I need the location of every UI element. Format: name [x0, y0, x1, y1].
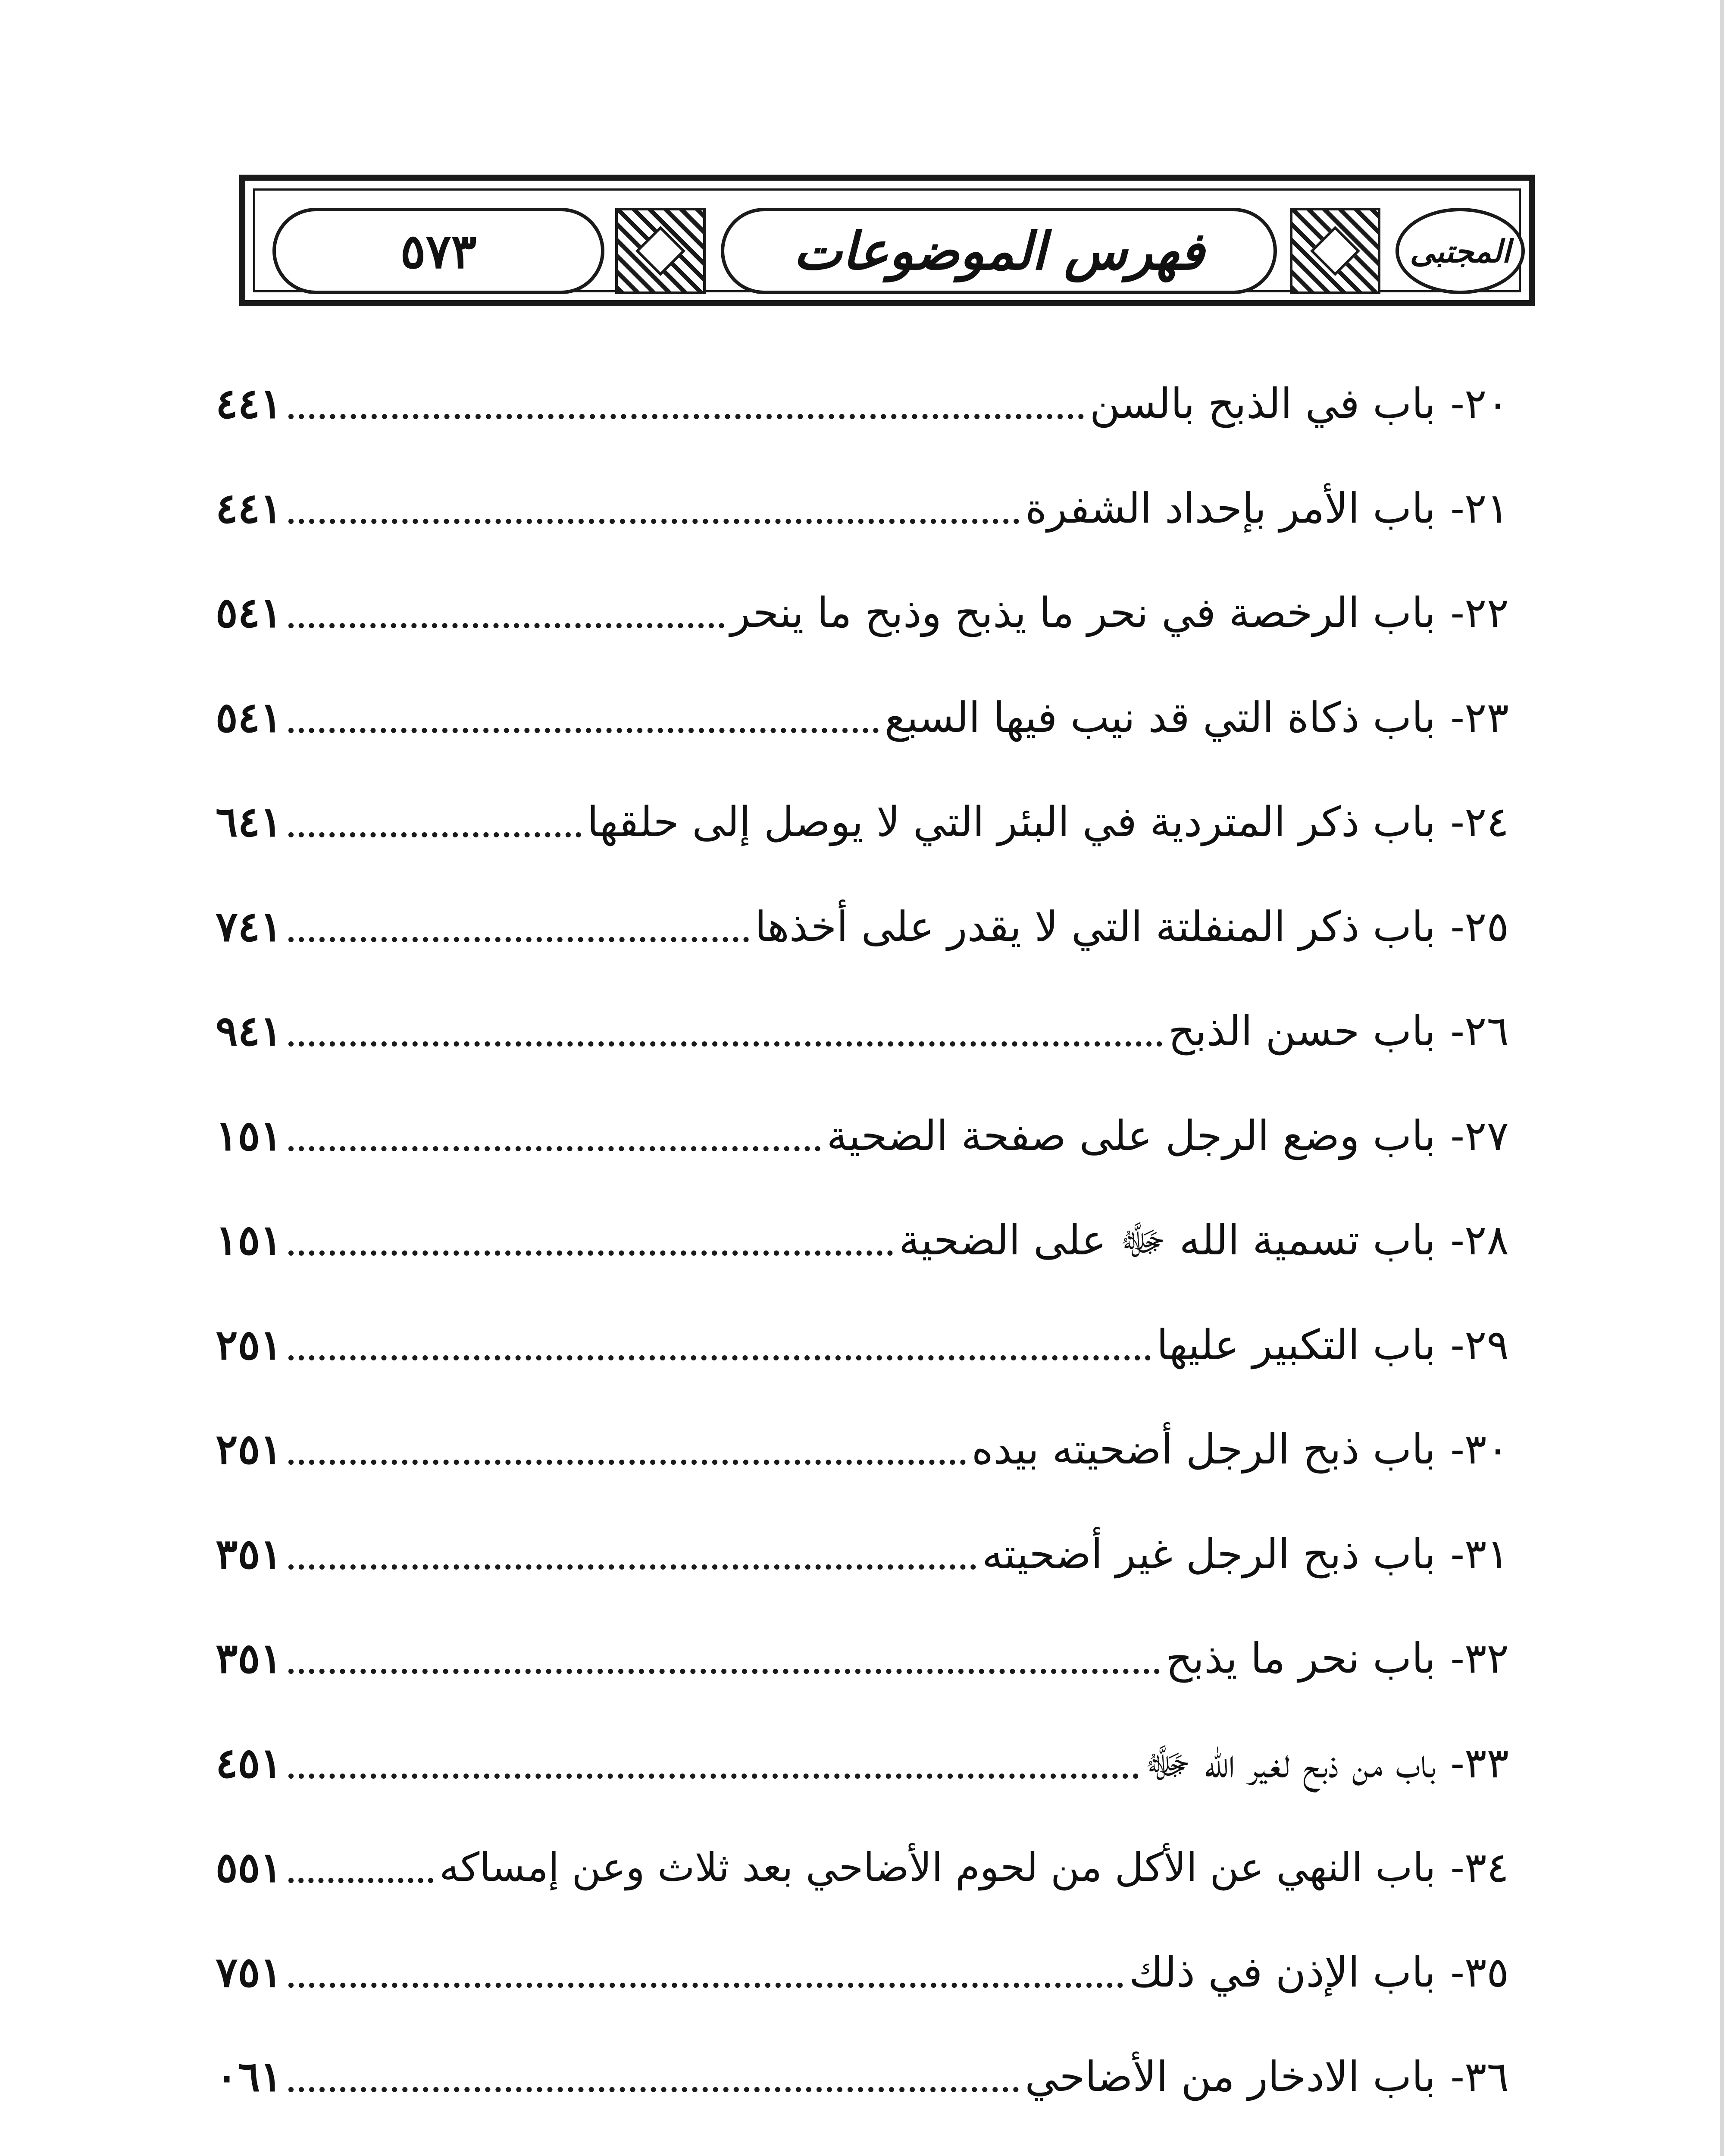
toc-entry	[216, 1293, 1509, 1398]
toc-leader-dots	[288, 1983, 1123, 1988]
toc-entry	[216, 351, 1509, 456]
toc-entry-number: ٢٥-	[1450, 902, 1509, 951]
toc-entry-number: ٢٠-	[1450, 379, 1509, 428]
toc-title: باب ذبح الرجل أضحيته بيده	[971, 1425, 1436, 1474]
page-number: ٥٧٣	[400, 223, 477, 279]
toc-title: باب نحر ما يذبح	[1166, 1634, 1436, 1683]
toc-leader-dots	[288, 1460, 966, 1465]
toc-leader-dots	[288, 1669, 1160, 1674]
toc-page-number: ١٤٤	[216, 379, 282, 428]
toc-leader-dots	[288, 728, 879, 733]
header-inner-frame	[253, 188, 1521, 292]
toc-title: باب تسمية الله ﷻ على الضحية	[899, 1216, 1436, 1265]
toc-entry	[216, 561, 1509, 665]
toc-entry	[216, 2129, 1509, 2156]
toc-leader-dots	[288, 1146, 821, 1151]
toc-page-number: ١٥٢	[216, 1425, 282, 1474]
toc-title: باب التكبير عليها	[1156, 1320, 1436, 1369]
toc-entry-number: ٢٨-	[1450, 1216, 1509, 1265]
toc-leader-dots	[288, 2087, 1019, 2092]
toc-title: باب من ذبح لغير الله ﷻ	[1144, 1739, 1436, 1787]
toc-title: باب الإذن في ذلك	[1129, 1948, 1436, 1996]
toc-entry	[216, 2024, 1509, 2129]
toc-title: باب ذكر المنفلتة التي لا يقدر على أخذها	[754, 902, 1436, 951]
header-ornament-left-icon	[615, 208, 706, 294]
toc-leader-dots	[288, 1041, 1162, 1047]
toc-title: باب ذبح الرجل غير أضحيته	[982, 1529, 1436, 1578]
table-of-contents	[216, 351, 1509, 2156]
toc-entry-number: ٣٤-	[1450, 1843, 1509, 1892]
book-logo	[1395, 208, 1525, 294]
toc-page-number: ١٥١	[216, 1111, 282, 1160]
toc-title: باب الادخار من الأضاحي	[1025, 2053, 1436, 2101]
toc-entry-number: ٣٣-	[1450, 1739, 1509, 1787]
toc-page-number: ١٤٥	[216, 588, 282, 637]
toc-leader-dots	[288, 937, 749, 942]
toc-entry-number: ٢٧-	[1450, 1111, 1509, 1160]
toc-leader-dots	[288, 414, 1084, 419]
toc-entry	[216, 1711, 1509, 1816]
page-number-cartouche	[272, 208, 604, 294]
toc-title: باب في الذبح بالسن	[1089, 379, 1436, 428]
toc-leader-dots	[288, 623, 724, 628]
header-ornament-right-icon	[1290, 208, 1380, 294]
toc-entry-number: ٢٣-	[1450, 693, 1509, 742]
toc-entry	[216, 1502, 1509, 1607]
toc-entry-number: ٣٦-	[1450, 2053, 1509, 2101]
toc-title: باب وضع الرجل على صفحة الضحية	[826, 1111, 1436, 1160]
toc-page-number: ١٥٣	[216, 1529, 282, 1578]
toc-page-number: ١٤٧	[216, 902, 282, 951]
page-header	[239, 175, 1535, 306]
toc-page-number: ١٤٥	[216, 693, 282, 742]
toc-title: باب ذكر المتردية في البئر التي لا يوصل إلى حلقها	[587, 798, 1436, 846]
toc-entry-number: ٣١-	[1450, 1529, 1509, 1578]
toc-title: باب حسن الذبح	[1168, 1007, 1436, 1056]
toc-entry	[216, 979, 1509, 1084]
toc-entry	[216, 770, 1509, 874]
book-logo-text: المجتبى	[1410, 232, 1511, 270]
toc-title: باب الرخصة في نحر ما يذبح وذبح ما ينحر	[730, 589, 1436, 637]
toc-entry	[216, 1920, 1509, 2025]
toc-leader-dots	[288, 519, 1020, 524]
toc-leader-dots	[288, 1878, 433, 1883]
toc-entry-number: ٢١-	[1450, 484, 1509, 533]
page-edge-shadow	[1720, 0, 1724, 2156]
toc-page-number: ١٥١	[216, 1216, 282, 1265]
toc-title: باب ذكاة التي قد نيب فيها السبع	[884, 693, 1436, 742]
toc-page-number: ١٥٤	[216, 1738, 282, 1787]
toc-entry-number: ٢٦-	[1450, 1007, 1509, 1056]
toc-page-number: ١٤٤	[216, 483, 282, 533]
toc-page-number: ١٥٥	[216, 1843, 282, 1892]
toc-entry-number: ٣٥-	[1450, 1948, 1509, 1996]
toc-entry	[216, 1084, 1509, 1188]
toc-leader-dots	[288, 1564, 976, 1570]
toc-leader-dots	[288, 832, 581, 837]
toc-page-number: ١٤٩	[216, 1006, 282, 1056]
toc-entry	[216, 1188, 1509, 1293]
toc-entry	[216, 456, 1509, 561]
toc-leader-dots	[288, 1355, 1151, 1360]
toc-entry	[216, 1397, 1509, 1502]
toc-entry-number: ٢٢-	[1450, 589, 1509, 637]
toc-title: باب الأمر بإحداد الشفرة	[1025, 484, 1436, 533]
toc-entry	[216, 1815, 1509, 1920]
toc-entry-number: ٢٩-	[1450, 1320, 1509, 1369]
toc-entry	[216, 665, 1509, 770]
page-title: فهرس الموضوعات	[793, 220, 1205, 282]
toc-leader-dots	[288, 1250, 893, 1256]
toc-entry	[216, 1606, 1509, 1711]
toc-entry	[216, 874, 1509, 979]
toc-page-number: ١٥٧	[216, 1947, 282, 1996]
toc-entry-number: ٣٢-	[1450, 1634, 1509, 1683]
toc-title: باب النهي عن الأكل من لحوم الأضاحي بعد ثلاث وعن إمساكه	[439, 1844, 1436, 1891]
toc-page-number: ١٦٠	[216, 2052, 282, 2101]
toc-page-number: ١٥٢	[216, 1320, 282, 1369]
toc-page-number: ١٤٦	[216, 797, 282, 846]
toc-page-number: ١٥٣	[216, 1634, 282, 1683]
title-cartouche	[721, 208, 1277, 294]
toc-entry-number: ٢٤-	[1450, 798, 1509, 846]
toc-entry-number: ٣٠-	[1450, 1425, 1509, 1474]
toc-leader-dots	[288, 1774, 1139, 1779]
